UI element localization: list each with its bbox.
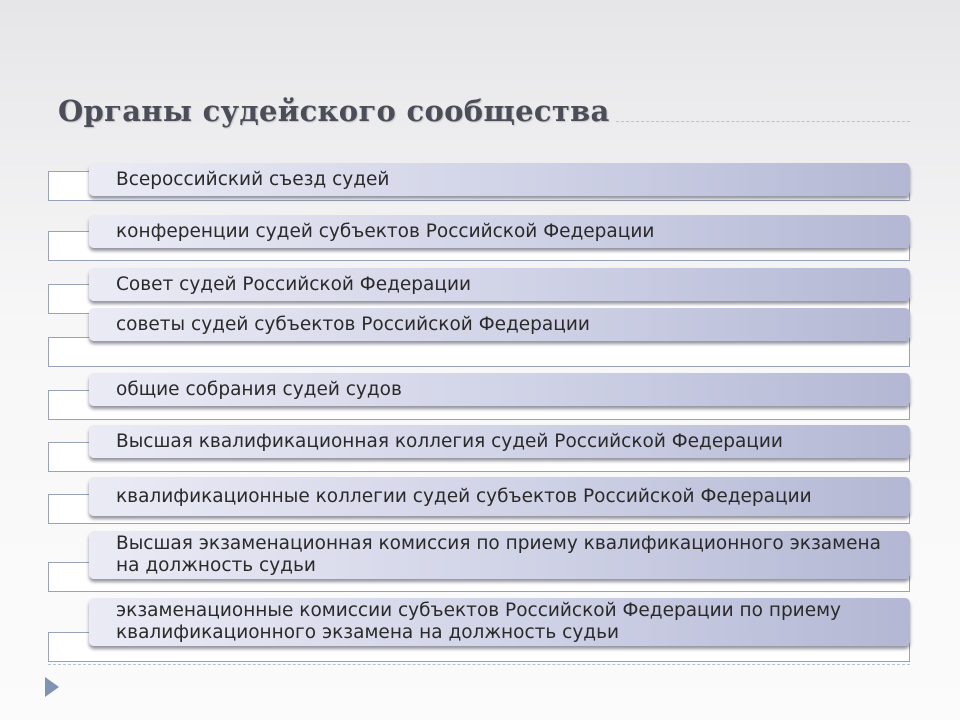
list-item-label: общие собрания судей судов xyxy=(116,378,402,400)
list-item-label: конференции судей субъектов Российской Федерации xyxy=(116,220,655,242)
slide-title: Органы судейского сообщества xyxy=(58,94,610,128)
title-divider xyxy=(616,121,910,122)
list-item xyxy=(89,163,910,196)
list-item-label: Высшая экзаменационная комиссия по приему квалификационного экзамена на должность судьи xyxy=(116,533,881,576)
list-item xyxy=(89,477,910,516)
list-item-label: Высшая квалификационная коллегия судей Российской Федерации xyxy=(116,430,783,452)
list-item xyxy=(89,308,910,341)
list-item xyxy=(89,425,910,458)
list-item-label: Всероссийский съезд судей xyxy=(116,168,390,190)
list-item xyxy=(89,268,910,301)
play-triangle-icon[interactable] xyxy=(45,677,59,697)
list-item xyxy=(89,373,910,406)
list-item-label: советы судей субъектов Российской Федерации xyxy=(116,313,590,335)
list-item-label: Совет судей Российской Федерации xyxy=(116,273,472,295)
list-item xyxy=(89,531,910,579)
list-item xyxy=(89,598,910,646)
item-frame xyxy=(48,337,910,367)
list-item-label: экзаменационные комиссии субъектов Российской Федерации по приему квалификационного экзамена на должность судьи xyxy=(116,600,841,643)
list-item xyxy=(89,215,910,248)
list-item-label: квалификационные коллегии судей субъектов Российской Федерации xyxy=(116,485,812,507)
bottom-divider xyxy=(48,664,910,665)
